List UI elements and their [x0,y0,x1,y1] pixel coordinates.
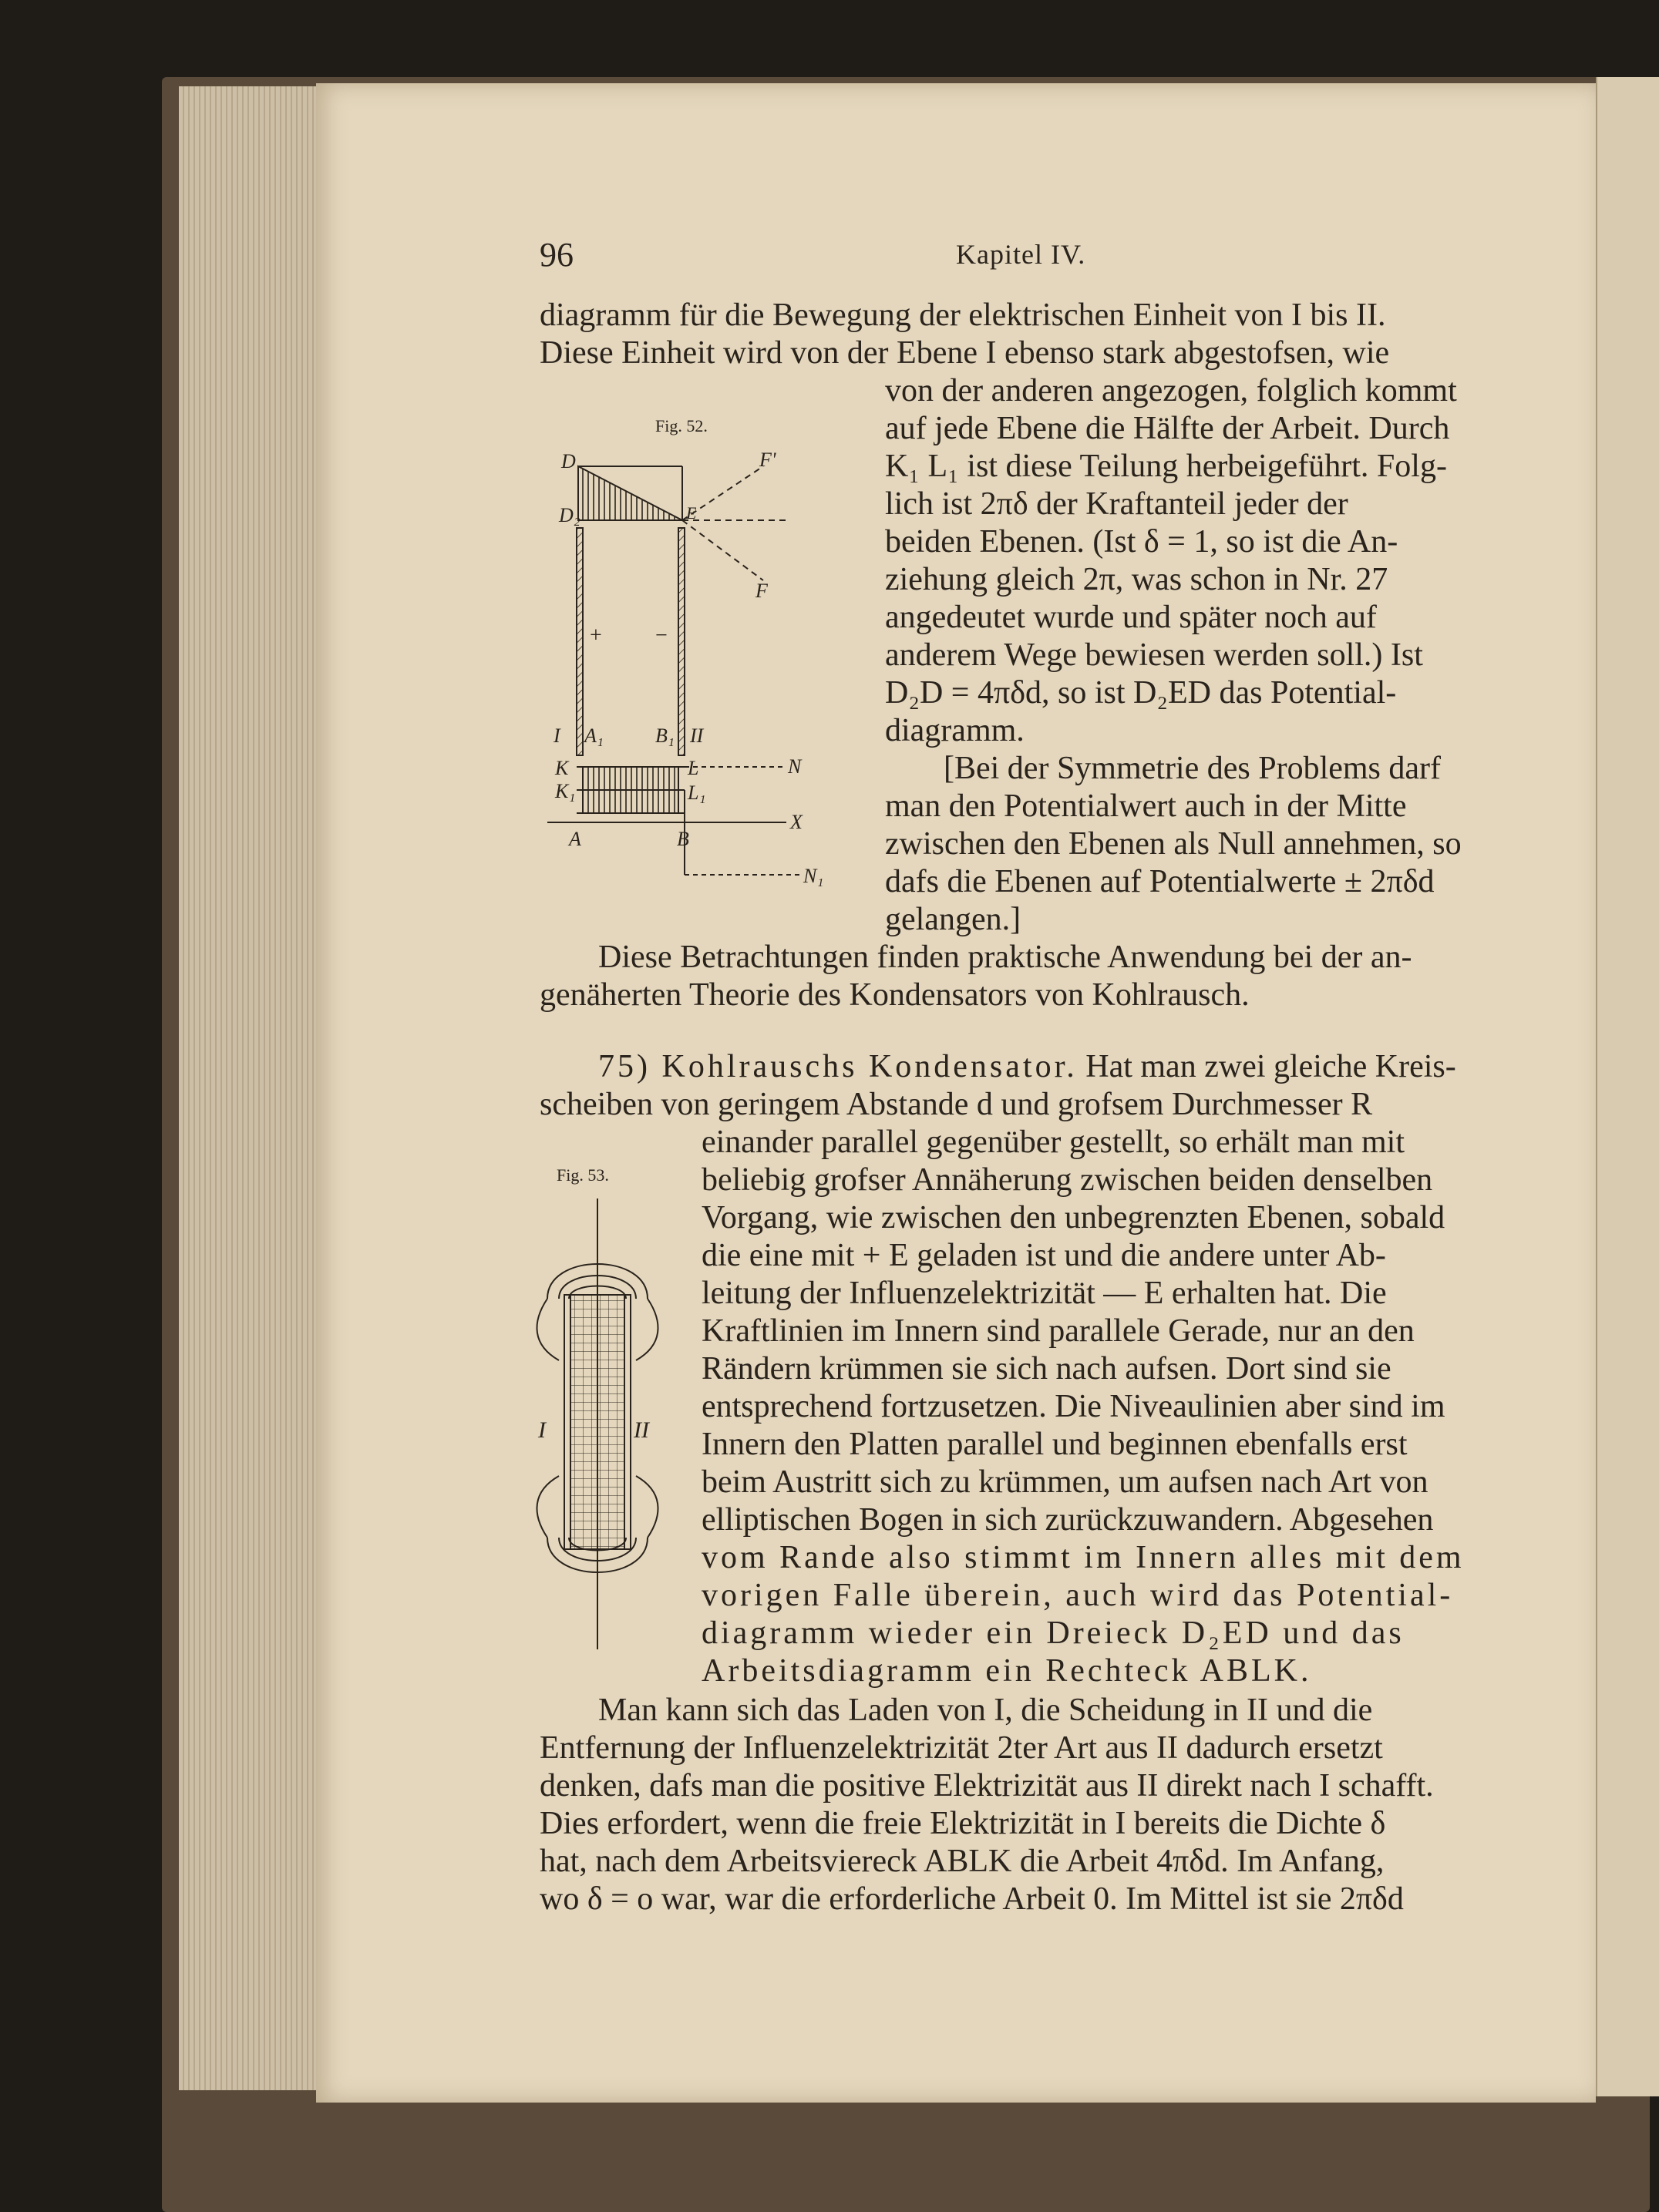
fig52-label-N1: N₁ [803,865,824,887]
text-line: diagramm für die Bewegung der elektrischen Einheit von I bis II. [540,298,1386,333]
text-line: leitung der Influenzelektrizität — E erhalten hat. Die [702,1276,1387,1311]
paragraph-transition [540,939,1542,1014]
fig52-caption: Fig. 52. [655,416,708,435]
page-number: 96 [540,236,574,274]
fig52-label-K1: K₁ [555,780,576,802]
text-line: lich ist 2πδ der Kraftanteil jeder der [885,486,1348,522]
fig52-label-B: B [677,828,689,850]
text-line: Dies erfordert, wenn die freie Elektrizität in I bereits die Dichte δ [540,1806,1386,1841]
text-line: genäherten Theorie des Kondensators von Kohlrausch. [540,977,1250,1013]
page-header [540,235,1542,281]
text-line: man den Potentialwert auch in der Mitte [885,788,1407,824]
paragraph-intro [540,297,1542,372]
fig52-label-N: N [788,755,802,778]
fig52-label-E: E [686,503,697,523]
text-line: diagramm. [885,713,1025,748]
text-line: anderem Wege bewiesen werden soll.) Ist [885,637,1423,673]
fig52-label-L1: L₁ [688,782,706,804]
adjacent-page-edge [1596,77,1659,2096]
text-line: Diese Betrachtungen finden praktische Anwendung bei der an- [598,940,1412,975]
paragraph-closing [540,1692,1542,1918]
text-line: Vorgang, wie zwischen den unbegrenzten Ebenen, sobald [702,1200,1445,1235]
fig52-label-L: L [688,757,699,779]
fig53-label-I: I [538,1417,546,1443]
text-line: zwischen den Ebenen als Null annehmen, so [885,826,1462,862]
page-edges [179,86,325,2090]
text-line: elliptischen Bogen in sich zurückzuwandern. Abgesehen [702,1502,1434,1538]
paragraph-right-of-fig53 [702,1124,1542,1690]
text-line: angedeutet wurde und später noch auf [885,600,1377,635]
text-line: Innern den Platten parallel und beginnen ebenfalls erst [702,1427,1408,1462]
text-line: Diese Einheit wird von der Ebene I ebenso stark abgestofsen, wie [540,335,1390,371]
text-line: scheiben von geringem Abstande d und grofsem Durchmesser R [540,1087,1373,1122]
figure-53 [532,1198,686,1661]
fig53-label-II: II [634,1417,649,1443]
text-line: auf jede Ebene die Hälfte der Arbeit. Durch [885,411,1450,446]
text-line: Rändern krümmen sie sich nach aufsen. Dort sind sie [702,1351,1391,1387]
text-line: dafs die Ebenen auf Potentialwerte ± 2πδd [885,864,1435,899]
fig52-label-I: I [554,724,560,747]
fig52-label-plus: + [590,624,602,647]
text-line: Arbeitsdiagramm ein Rechteck ABLK. [702,1653,1312,1689]
text-line: vom Rande also stimmt im Innern alles mit dem [702,1540,1465,1575]
fig52-label-minus: − [655,624,668,647]
text-line: hat, nach dem Arbeitsviereck ABLK die Arbeit 4πδd. Im Anfang, [540,1844,1385,1879]
text-line: [Bei der Symmetrie des Problems darf [944,751,1442,786]
text-line: Man kann sich das Laden von I, die Scheidung in II und die [598,1693,1373,1728]
section-75-start [540,1048,1542,1124]
text-line: von der anderen angezogen, folglich kommt [885,373,1457,408]
fig52-label-K: K [555,757,569,779]
fig52-label-F-prime: F' [759,449,776,471]
text-line: wo δ = o war, war die erforderliche Arbeit 0. Im Mittel ist sie 2πδd [540,1881,1404,1917]
fig52-label-B1: B₁ [655,724,675,747]
fig53-caption: Fig. 53. [557,1165,609,1185]
paragraph-right-of-fig52 [885,372,1542,939]
section-heading: 75) Kohlrauschs Kondensator. [598,1049,1078,1084]
running-title: Kapitel IV. [956,239,1086,270]
text-line: D₂D = 4πδd, so ist D₂ED das Potential- [885,675,1397,711]
text-line: Entfernung der Influenzelektrizität 2ter Art aus II dadurch ersetzt [540,1730,1383,1766]
fig52-label-A: A [569,828,581,850]
text-line: diagramm wieder ein Dreieck D₂ED und das [702,1615,1405,1651]
text-line: vorigen Falle überein, auch wird das Potential- [702,1578,1454,1613]
text-line: die eine mit + E geladen ist und die andere unter Ab- [702,1238,1386,1273]
fig52-label-II: II [690,724,704,747]
text-line: ziehung gleich 2π, was schon in Nr. 27 [885,562,1388,597]
fig52-label-A1: A₁ [584,724,604,747]
text-line: beim Austritt sich zu krümmen, um aufsen nach Art von [702,1464,1428,1500]
text-line: K₁ L₁ ist diese Teilung herbeigeführt. Folg- [885,449,1447,484]
fig52-label-D: D [561,450,576,472]
text-line: gelangen.] [885,902,1021,937]
text-line: denken, dafs man die positive Elektrizität aus II direkt nach I schafft. [540,1768,1434,1804]
figure-52 [532,443,856,898]
text-line: Kraftlinien im Innern sind parallele Gerade, nur an den [702,1313,1415,1349]
fig52-label-X: X [790,811,803,833]
fig52-label-D2: D₂ [559,504,580,526]
text-line: beiden Ebenen. (Ist δ = 1, so ist die An- [885,524,1398,560]
text-line: beliebig grofser Annäherung zwischen beiden denselben [702,1162,1433,1198]
text-line: entsprechend fortzusetzen. Die Niveaulinien aber sind im [702,1389,1445,1424]
fig52-label-F: F [755,580,768,602]
text-line: einander parallel gegenüber gestellt, so erhält man mit [702,1124,1405,1160]
text-line: Hat man zwei gleiche Kreis- [1085,1049,1456,1084]
